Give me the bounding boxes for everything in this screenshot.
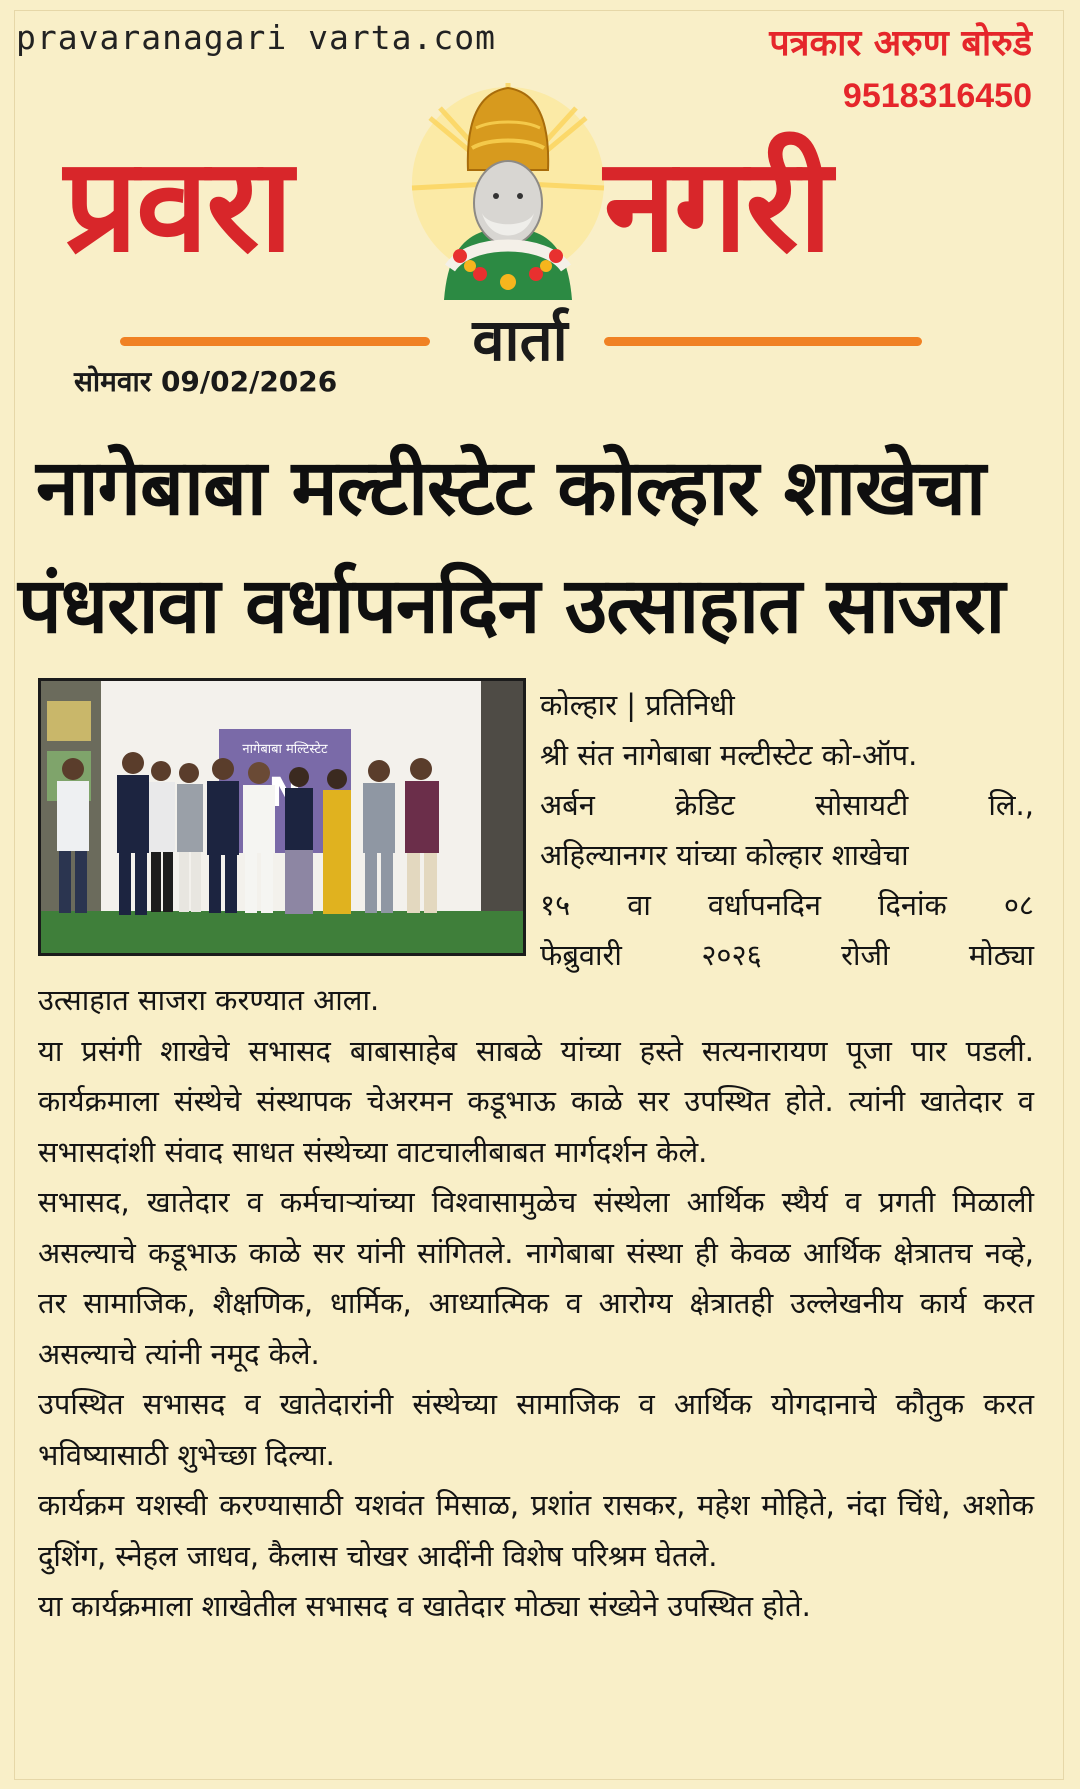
intro-line: श्री संत नागेबाबा मल्टीस्टेट को-ऑप. xyxy=(540,738,918,772)
reporter-phone: 9518316450 xyxy=(842,77,1032,115)
intro-line: अहिल्यानगर यांच्या कोल्हार शाखेचा xyxy=(540,838,909,872)
masthead-left: प्रवरा xyxy=(64,129,292,281)
intro-line: १५ वा वर्धापनदिन दिनांक ०८ xyxy=(540,888,1034,922)
headline xyxy=(18,430,1062,666)
reporter-name: पत्रकार अरुण बोरुडे xyxy=(769,23,1032,64)
article-paragraph: या कार्यक्रमाला शाखेतील सभासद व खातेदार मोठ्या संख्येने उपस्थित होते. xyxy=(38,1589,811,1623)
masthead-rule-right xyxy=(604,337,922,346)
headline-line-1: नागेबाबा मल्टीस्टेट कोल्हार शाखेचा xyxy=(36,444,985,533)
reporter-block xyxy=(769,18,1032,122)
article-paragraph: कार्यक्रम यशस्वी करण्यासाठी यशवंत मिसाळ, प्रशांत रासकर, महेश मोहिते, नंदा चिंधे, अशोक दुशिंग, स्नेहल जाधव, कैलास चोखर आदींनी विशेष परिश्रम घेतले. xyxy=(38,1488,1034,1573)
masthead-rule-left xyxy=(120,337,430,346)
issue-date: सोमवार 09/02/2026 xyxy=(74,365,338,398)
masthead-right: नगरी xyxy=(604,129,831,281)
photo-banner-text: नागेबाबा मल्टिस्टेट xyxy=(242,742,328,757)
intro-line: अर्बन क्रेडिट सोसायटी लि., xyxy=(540,788,1034,822)
intro-line: फेब्रुवारी २०२६ रोजी मोठ्या xyxy=(540,938,1034,972)
article-paragraph: या प्रसंगी शाखेचे सभासद बाबासाहेब साबळे यांच्या हस्ते सत्यनारायण पूजा पार पडली. कार्यक्रमाला संस्थेचे संस्थापक चेअरमन कडूभाऊ काळे सर उपस्थित होते. त्यांनी खातेदार व सभासदांशी संवाद साधत संस्थेच्या वाटचालीबाबत मार्गदर्शन केले. xyxy=(38,1033,1034,1169)
article-intro xyxy=(540,680,1034,980)
article-paragraph: उपस्थित सभासद व खातेदारांनी संस्थेच्या सामाजिक व आर्थिक योगदानाचे कौतुक करत भविष्यासाठी शुभेच्छा दिल्या. xyxy=(38,1387,1034,1472)
group-photo-illustration xyxy=(41,681,523,953)
article-paragraph: उत्साहात साजरा करण्यात आला. xyxy=(38,983,380,1017)
article-paragraph: सभासद, खातेदार व कर्मचाऱ्यांच्या विश्वासामुळेच संस्थेला आर्थिक स्थैर्य व प्रगती मिळाली असल्याचे कडूभाऊ काळे सर यांनी सांगितले. नागेबाबा संस्था ही केवळ आर्थिक क्षेत्रातच नव्हे, तर सामाजिक, शैक्षणिक, धार्मिक, आध्यात्मिक व आरोग्य क्षेत्रातही उल्लेखनीय कार्य करत असल्याचे त्यांनी नमूद केले. xyxy=(38,1185,1034,1371)
masthead-subtitle: वार्ता xyxy=(472,306,568,374)
headline-line-2: पंधरावा वर्धापनदिन उत्साहात साजरा xyxy=(18,562,1005,651)
site-url: pravaranagari varta.com xyxy=(16,18,496,57)
saint-portrait-image xyxy=(410,78,606,300)
intro-line: कोल्हार | प्रतिनिधी xyxy=(540,688,735,722)
event-photo xyxy=(38,678,526,956)
article-body xyxy=(38,975,1034,1632)
